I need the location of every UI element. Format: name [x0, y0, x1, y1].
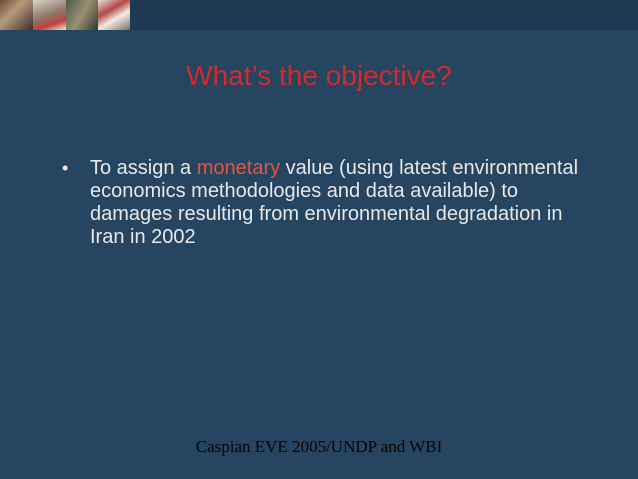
- header-photo-strip: [0, 0, 130, 30]
- highlighted-word: monetary: [196, 157, 281, 179]
- bullet-text-end: value (using latest environmental economics methodologies and data available) to damages resulting from environmental degradation in Iran in 2002: [90, 157, 579, 248]
- slide-footer: Caspian EVE 2005/UNDP and WBI: [195, 437, 443, 456]
- bullet-text-start: To assign a: [90, 157, 197, 179]
- header-photo: [0, 0, 33, 30]
- bullet-item: [62, 157, 602, 249]
- bullet-text: [90, 157, 602, 249]
- header-photo: [33, 0, 66, 30]
- slide-body: [62, 157, 602, 249]
- slide-title: What’s the objective?: [186, 60, 452, 91]
- header-band: [130, 0, 638, 30]
- bullet-icon: •: [62, 158, 69, 178]
- header-photo: [66, 0, 98, 30]
- header-photo: [98, 0, 130, 30]
